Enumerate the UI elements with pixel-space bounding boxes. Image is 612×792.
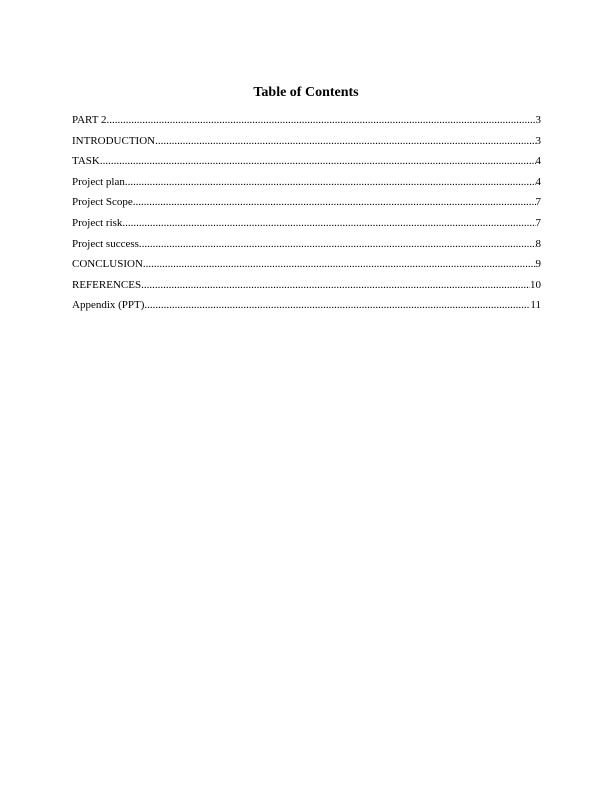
toc-entry-label: REFERENCES — [72, 278, 142, 291]
toc-entry-page-number: 4 — [535, 175, 541, 188]
toc-entry-page-number: 3 — [535, 134, 541, 147]
toc-dot-leader — [139, 238, 536, 251]
toc-dot-leader — [155, 135, 535, 148]
toc-entry[interactable] — [72, 196, 541, 217]
toc-title: Table of Contents — [253, 85, 359, 100]
toc-entry-label: CONCLUSION — [72, 258, 143, 271]
toc-entry-label: Project risk — [72, 216, 123, 229]
toc-dot-leader — [144, 299, 530, 312]
toc-entry-label: TASK — [72, 155, 100, 168]
toc-dot-leader — [143, 258, 536, 271]
toc-dot-leader — [125, 176, 536, 189]
toc-entry-label: Project plan — [72, 175, 125, 188]
toc-entry-label: PART 2 — [72, 114, 107, 126]
toc-entry-label: INTRODUCTION — [72, 134, 156, 147]
toc-entry[interactable] — [72, 135, 541, 156]
toc-entry[interactable] — [72, 217, 541, 238]
toc-entry-page-number: 8 — [535, 237, 541, 250]
toc-dot-leader — [133, 196, 536, 209]
toc-dot-leader — [122, 217, 535, 230]
toc-list — [72, 114, 541, 320]
toc-entry-page-number: 7 — [535, 196, 541, 209]
toc-entry[interactable] — [72, 279, 541, 300]
toc-entry-page-number: 10 — [530, 278, 541, 291]
toc-dot-leader — [107, 114, 536, 127]
toc-entry-page-number: 9 — [535, 258, 541, 271]
toc-entry[interactable] — [72, 258, 541, 279]
toc-entry[interactable] — [72, 155, 541, 176]
toc-entry-page-number: 7 — [535, 216, 541, 229]
toc-entry[interactable] — [72, 176, 541, 197]
toc-entry-page-number: 4 — [535, 155, 541, 168]
toc-entry-page-number: 3 — [535, 114, 541, 126]
toc-entry-page-number: 11 — [530, 299, 541, 312]
toc-entry[interactable] — [72, 299, 541, 320]
toc-entry[interactable] — [72, 114, 541, 135]
toc-dot-leader — [141, 279, 530, 292]
toc-entry[interactable] — [72, 238, 541, 259]
toc-entry-label: Project success — [72, 237, 139, 250]
toc-dot-leader — [100, 155, 536, 168]
toc-entry-label: Project Scope — [72, 196, 133, 209]
toc-entry-label: Appendix (PPT) — [72, 299, 145, 312]
